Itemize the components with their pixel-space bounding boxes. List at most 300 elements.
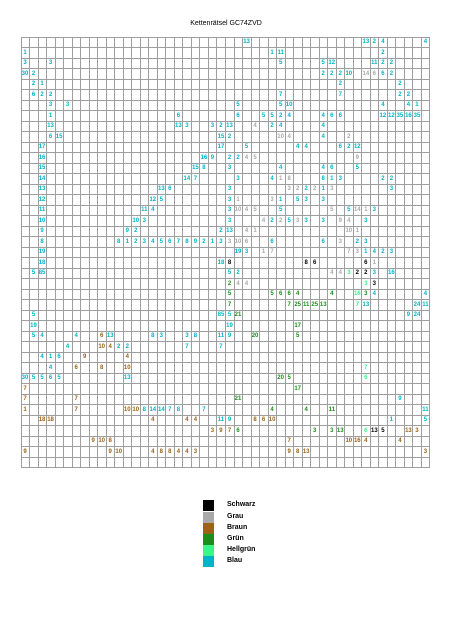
clue-cell: 12 bbox=[353, 142, 362, 153]
clue-cell: 2 bbox=[226, 132, 235, 143]
clue-cell: 5 bbox=[38, 373, 47, 384]
clue-cell: 5 bbox=[379, 426, 388, 437]
clue-cell: 18 bbox=[217, 258, 226, 269]
clue-cell: 4 bbox=[268, 405, 277, 416]
clue-cell: 9 bbox=[404, 310, 413, 321]
grid-cell bbox=[421, 153, 430, 164]
legend-item-schwarz bbox=[203, 500, 323, 511]
clue-cell: 13 bbox=[370, 426, 379, 437]
clue-cell: 4 bbox=[319, 121, 328, 132]
clue-cell: 85 bbox=[217, 310, 226, 321]
clue-cell: 20 bbox=[277, 373, 286, 384]
clue-cell: 11 bbox=[38, 205, 47, 216]
clue-cell: 5 bbox=[30, 310, 39, 321]
clue-cell: 3 bbox=[336, 174, 345, 185]
clue-cell: 11 bbox=[370, 58, 379, 69]
clue-cell: 1 bbox=[413, 100, 422, 111]
clue-cell: 4 bbox=[243, 153, 252, 164]
clue-cell: 2 bbox=[379, 174, 388, 185]
clue-cell: 5 bbox=[328, 205, 337, 216]
clue-cell: 3 bbox=[208, 426, 217, 437]
clue-cell: 17 bbox=[294, 384, 303, 395]
clue-cell: 2 bbox=[370, 37, 379, 48]
clue-cell: 12 bbox=[387, 111, 396, 122]
clue-cell: 15 bbox=[191, 163, 200, 174]
clue-cell: 4 bbox=[421, 289, 430, 300]
clue-cell: 5 bbox=[285, 216, 294, 227]
clue-cell: 4 bbox=[421, 37, 430, 48]
clue-cell: 9 bbox=[208, 153, 217, 164]
clue-cell: 3 bbox=[234, 174, 243, 185]
legend-item-hellgruen bbox=[203, 545, 323, 556]
clue-cell: 5 bbox=[353, 163, 362, 174]
clue-cell: 4 bbox=[404, 100, 413, 111]
clue-cell: 3 bbox=[140, 237, 149, 248]
clue-cell: 1 bbox=[47, 111, 56, 122]
clue-cell: 5 bbox=[30, 268, 39, 279]
clue-cell: 14 bbox=[157, 405, 166, 416]
clue-cell: 3 bbox=[191, 447, 200, 458]
clue-cell: 4 bbox=[379, 37, 388, 48]
clue-cell: 7 bbox=[200, 405, 209, 416]
clue-cell: 4 bbox=[243, 279, 252, 290]
clue-cell: 17 bbox=[38, 142, 47, 153]
clue-cell: 2 bbox=[328, 69, 337, 80]
clue-cell: 1 bbox=[353, 226, 362, 237]
clue-cell: 3 bbox=[183, 331, 192, 342]
clue-cell: 11 bbox=[328, 405, 337, 416]
clue-cell: 6 bbox=[234, 111, 243, 122]
clue-cell: 13 bbox=[243, 37, 252, 48]
clue-cell: 1 bbox=[277, 174, 286, 185]
clue-cell: 2 bbox=[234, 153, 243, 164]
clue-cell: 9 bbox=[21, 447, 30, 458]
clue-cell: 14 bbox=[362, 69, 371, 80]
clue-cell: 4 bbox=[319, 132, 328, 143]
clue-cell: 7 bbox=[21, 384, 30, 395]
clue-cell: 2 bbox=[234, 268, 243, 279]
clue-cell: 3 bbox=[328, 184, 337, 195]
clue-cell: 8 bbox=[98, 363, 107, 374]
clue-cell: 4 bbox=[294, 142, 303, 153]
clue-cell: 3 bbox=[285, 184, 294, 195]
clue-cell: 11 bbox=[302, 300, 311, 311]
clue-cell: 1 bbox=[123, 237, 132, 248]
clue-cell: 3 bbox=[226, 205, 235, 216]
clue-cell: 6 bbox=[336, 111, 345, 122]
clue-cell: 1 bbox=[251, 226, 260, 237]
clue-cell: 2 bbox=[200, 237, 209, 248]
clue-cell: 5 bbox=[226, 289, 235, 300]
clue-cell: 10 bbox=[345, 226, 354, 237]
clue-cell: 2 bbox=[30, 79, 39, 90]
clue-cell: 5 bbox=[55, 373, 64, 384]
clue-cell: 12 bbox=[328, 58, 337, 69]
clue-cell: 10 bbox=[268, 415, 277, 426]
clue-cell: 9 bbox=[81, 352, 90, 363]
clue-cell: 2 bbox=[115, 342, 124, 353]
clue-cell: 15 bbox=[38, 163, 47, 174]
clue-cell: 2 bbox=[396, 79, 405, 90]
clue-cell: 2 bbox=[379, 247, 388, 258]
grid-cell bbox=[421, 132, 430, 143]
clue-cell: 6 bbox=[319, 237, 328, 248]
clue-cell: 3 bbox=[362, 279, 371, 290]
clue-cell: 3 bbox=[226, 237, 235, 248]
clue-cell: 5 bbox=[30, 373, 39, 384]
clue-cell: 4 bbox=[302, 405, 311, 416]
clue-cell: 3 bbox=[226, 163, 235, 174]
grid-cell bbox=[421, 121, 430, 132]
clue-cell: 21 bbox=[234, 310, 243, 321]
clue-cell: 3 bbox=[370, 205, 379, 216]
clue-cell: 2 bbox=[404, 90, 413, 101]
grid-cell bbox=[421, 195, 430, 206]
clue-cell: 2 bbox=[226, 279, 235, 290]
clue-cell: 1 bbox=[362, 205, 371, 216]
clue-cell: 13 bbox=[47, 121, 56, 132]
clue-cell: 4 bbox=[345, 216, 354, 227]
grid-cell bbox=[421, 174, 430, 185]
grid-cell bbox=[421, 48, 430, 59]
clue-cell: 2 bbox=[379, 58, 388, 69]
clue-cell: 5 bbox=[294, 331, 303, 342]
clue-cell: 35 bbox=[396, 111, 405, 122]
clue-cell: 4 bbox=[328, 268, 337, 279]
legend-swatch-gruen bbox=[203, 534, 214, 545]
clue-cell: 10 bbox=[234, 205, 243, 216]
clue-cell: 6 bbox=[166, 184, 175, 195]
clue-cell: 7 bbox=[353, 300, 362, 311]
clue-cell: 9 bbox=[38, 226, 47, 237]
clue-cell: 1 bbox=[234, 195, 243, 206]
clue-cell: 9 bbox=[226, 415, 235, 426]
clue-cell: 4 bbox=[336, 268, 345, 279]
clue-cell: 16 bbox=[200, 153, 209, 164]
clue-cell: 12 bbox=[149, 195, 158, 206]
clue-cell: 13 bbox=[226, 226, 235, 237]
clue-cell: 3 bbox=[413, 426, 422, 437]
clue-cell: 13 bbox=[404, 426, 413, 437]
clue-cell: 5 bbox=[319, 58, 328, 69]
clue-cell: 13 bbox=[319, 300, 328, 311]
clue-cell: 16 bbox=[353, 436, 362, 447]
clue-cell: 6 bbox=[72, 363, 81, 374]
grid-cell bbox=[421, 163, 430, 174]
clue-cell: 3 bbox=[328, 426, 337, 437]
grid-cell bbox=[421, 247, 430, 258]
clue-cell: 8 bbox=[183, 237, 192, 248]
legend-label: Grün bbox=[227, 535, 244, 542]
clue-cell: 5 bbox=[294, 195, 303, 206]
clue-cell: 6 bbox=[55, 352, 64, 363]
clue-cell: 4 bbox=[294, 289, 303, 300]
grid-cell bbox=[421, 69, 430, 80]
grid-cell bbox=[421, 100, 430, 111]
clue-cell: 24 bbox=[413, 300, 422, 311]
clue-cell: 7 bbox=[226, 300, 235, 311]
clue-cell: 18 bbox=[38, 415, 47, 426]
clue-cell: 5 bbox=[277, 205, 286, 216]
clue-cell: 5 bbox=[260, 111, 269, 122]
clue-cell: 3 bbox=[183, 121, 192, 132]
clue-cell: 9 bbox=[336, 216, 345, 227]
clue-cell: 6 bbox=[379, 69, 388, 80]
clue-cell: 16 bbox=[38, 153, 47, 164]
clue-cell: 2 bbox=[345, 142, 354, 153]
clue-cell: 3 bbox=[370, 279, 379, 290]
grid-cell bbox=[421, 384, 430, 395]
clue-cell: 4 bbox=[149, 447, 158, 458]
clue-cell: 7 bbox=[285, 436, 294, 447]
clue-cell: 7 bbox=[72, 405, 81, 416]
legend-swatch-grau bbox=[203, 512, 214, 523]
clue-cell: 11 bbox=[217, 415, 226, 426]
clue-cell: 4 bbox=[149, 205, 158, 216]
clue-cell: 3 bbox=[21, 58, 30, 69]
legend-label: Braun bbox=[227, 524, 248, 531]
grid-cell bbox=[421, 268, 430, 279]
clue-cell: 1 bbox=[38, 79, 47, 90]
clue-cell: 7 bbox=[285, 300, 294, 311]
clue-cell: 6 bbox=[234, 426, 243, 437]
legend-label: Hellgrün bbox=[227, 546, 256, 553]
clue-cell: 12 bbox=[379, 111, 388, 122]
clue-cell: 9 bbox=[226, 331, 235, 342]
clue-cell: 85 bbox=[38, 268, 47, 279]
legend-swatch-blau bbox=[203, 556, 214, 567]
clue-cell: 18 bbox=[38, 258, 47, 269]
clue-cell: 3 bbox=[370, 268, 379, 279]
clue-cell: 9 bbox=[106, 447, 115, 458]
clue-cell: 1 bbox=[387, 415, 396, 426]
clue-cell: 14 bbox=[149, 405, 158, 416]
clue-cell: 2 bbox=[319, 69, 328, 80]
legend-label: Blau bbox=[227, 557, 243, 564]
clue-cell: 10 bbox=[98, 342, 107, 353]
clue-cell: 6 bbox=[336, 142, 345, 153]
clue-cell: 10 bbox=[132, 405, 141, 416]
clue-cell: 4 bbox=[38, 352, 47, 363]
clue-cell: 4 bbox=[38, 331, 47, 342]
clue-cell: 6 bbox=[47, 373, 56, 384]
clue-cell: 13 bbox=[362, 37, 371, 48]
clue-cell: 13 bbox=[106, 331, 115, 342]
clue-cell: 3 bbox=[157, 331, 166, 342]
legend-item-grau bbox=[203, 512, 323, 523]
clue-cell: 19 bbox=[30, 321, 39, 332]
clue-cell: 30 bbox=[21, 69, 30, 80]
clue-cell: 3 bbox=[353, 247, 362, 258]
clue-cell: 4 bbox=[183, 447, 192, 458]
clue-cell: 2 bbox=[362, 268, 371, 279]
clue-cell: 2 bbox=[302, 184, 311, 195]
clue-cell: 1 bbox=[208, 237, 217, 248]
clue-cell: 15 bbox=[55, 132, 64, 143]
clue-cell: 4 bbox=[191, 415, 200, 426]
clue-cell: 5 bbox=[277, 100, 286, 111]
clue-cell: 11 bbox=[277, 48, 286, 59]
clue-cell: 10 bbox=[277, 132, 286, 143]
clue-cell: 2 bbox=[387, 58, 396, 69]
clue-cell: 10 bbox=[98, 436, 107, 447]
clue-cell: 2 bbox=[379, 48, 388, 59]
clue-cell: 7 bbox=[191, 174, 200, 185]
clue-cell: 6 bbox=[260, 415, 269, 426]
clue-cell: 2 bbox=[345, 132, 354, 143]
clue-cell: 7 bbox=[362, 363, 371, 374]
grid-cell bbox=[421, 373, 430, 384]
clue-cell: 4 bbox=[174, 447, 183, 458]
clue-cell: 8 bbox=[200, 163, 209, 174]
grid-cell bbox=[421, 226, 430, 237]
clue-cell: 3 bbox=[268, 195, 277, 206]
clue-cell: 3 bbox=[362, 237, 371, 248]
clue-cell: 1 bbox=[328, 174, 337, 185]
clue-cell: 1 bbox=[277, 195, 286, 206]
clue-cell: 3 bbox=[311, 426, 320, 437]
clue-cell: 2 bbox=[226, 153, 235, 164]
clue-cell: 4 bbox=[277, 121, 286, 132]
legend-label: Grau bbox=[227, 513, 244, 520]
clue-cell: 3 bbox=[47, 100, 56, 111]
clue-cell: 9 bbox=[353, 153, 362, 164]
clue-cell: 11 bbox=[421, 300, 430, 311]
clue-cell: 8 bbox=[149, 331, 158, 342]
clue-cell: 5 bbox=[285, 373, 294, 384]
clue-cell: 4 bbox=[362, 436, 371, 447]
clue-cell: 20 bbox=[251, 331, 260, 342]
clue-cell: 19 bbox=[234, 247, 243, 258]
clue-cell: 4 bbox=[149, 415, 158, 426]
grid-cell bbox=[421, 205, 430, 216]
clue-cell: 3 bbox=[208, 121, 217, 132]
clue-cell: 7 bbox=[183, 342, 192, 353]
clue-cell: 1 bbox=[319, 184, 328, 195]
clue-cell: 6 bbox=[362, 426, 371, 437]
clue-cell: 7 bbox=[277, 90, 286, 101]
clue-cell: 2 bbox=[387, 69, 396, 80]
grid-cell bbox=[421, 142, 430, 153]
clue-cell: 13 bbox=[336, 426, 345, 437]
clue-cell: 4 bbox=[234, 279, 243, 290]
clue-cell: 10 bbox=[345, 69, 354, 80]
legend-item-blau bbox=[203, 556, 323, 567]
grid-cell bbox=[421, 111, 430, 122]
clue-cell: 4 bbox=[319, 111, 328, 122]
clue-cell: 16 bbox=[404, 111, 413, 122]
clue-cell: 4 bbox=[183, 415, 192, 426]
clue-cell: 4 bbox=[379, 100, 388, 111]
clue-cell: 2 bbox=[132, 226, 141, 237]
legend-swatch-schwarz bbox=[203, 500, 214, 511]
clue-cell: 13 bbox=[38, 184, 47, 195]
clue-cell: 2 bbox=[30, 69, 39, 80]
clue-cell: 8 bbox=[226, 258, 235, 269]
clue-cell: 3 bbox=[243, 247, 252, 258]
clue-cell: 4 bbox=[285, 111, 294, 122]
clue-cell: 8 bbox=[106, 436, 115, 447]
clue-cell: 7 bbox=[217, 342, 226, 353]
grid-cell bbox=[421, 279, 430, 290]
clue-cell: 4 bbox=[106, 342, 115, 353]
clue-cell: 3 bbox=[217, 237, 226, 248]
clue-cell: 6 bbox=[243, 237, 252, 248]
clue-cell: 7 bbox=[72, 394, 81, 405]
clue-cell: 24 bbox=[413, 310, 422, 321]
clue-cell: 1 bbox=[21, 48, 30, 59]
clue-cell: 2 bbox=[336, 69, 345, 80]
clue-cell: 4 bbox=[149, 237, 158, 248]
clue-cell: 11 bbox=[217, 331, 226, 342]
clue-cell: 6 bbox=[98, 331, 107, 342]
clue-cell: 13 bbox=[123, 373, 132, 384]
clue-cell: 3 bbox=[362, 216, 371, 227]
clue-cell: 6 bbox=[47, 132, 56, 143]
clue-cell: 2 bbox=[217, 226, 226, 237]
clue-cell: 6 bbox=[166, 237, 175, 248]
clue-cell: 2 bbox=[311, 184, 320, 195]
clue-cell: 9 bbox=[123, 226, 132, 237]
clue-cell: 6 bbox=[370, 69, 379, 80]
clue-cell: 5 bbox=[30, 331, 39, 342]
clue-cell: 3 bbox=[387, 184, 396, 195]
clue-cell: 2 bbox=[387, 174, 396, 185]
clue-cell: 7 bbox=[226, 426, 235, 437]
clue-cell: 14 bbox=[38, 174, 47, 185]
clue-cell: 6 bbox=[311, 258, 320, 269]
clue-cell: 2 bbox=[268, 216, 277, 227]
clue-cell: 5 bbox=[226, 268, 235, 279]
clue-cell: 2 bbox=[277, 216, 286, 227]
grid-cell bbox=[421, 58, 430, 69]
clue-cell: 2 bbox=[47, 90, 56, 101]
clue-cell: 6 bbox=[328, 163, 337, 174]
clue-cell: 4 bbox=[370, 247, 379, 258]
clue-cell: 8 bbox=[157, 447, 166, 458]
clue-cell: 7 bbox=[21, 394, 30, 405]
clue-cell: 4 bbox=[396, 436, 405, 447]
clue-cell: 8 bbox=[38, 237, 47, 248]
clue-cell: 13 bbox=[226, 121, 235, 132]
clue-cell: 6 bbox=[285, 289, 294, 300]
clue-cell: 6 bbox=[277, 289, 286, 300]
legend-label: Schwarz bbox=[227, 501, 256, 508]
clue-cell: 14 bbox=[353, 205, 362, 216]
clue-cell: 6 bbox=[174, 111, 183, 122]
grid-cell bbox=[421, 184, 430, 195]
clue-cell: 4 bbox=[277, 163, 286, 174]
clue-cell: 2 bbox=[336, 79, 345, 90]
clue-cell: 13 bbox=[174, 121, 183, 132]
clue-cell: 25 bbox=[311, 300, 320, 311]
clue-cell: 10 bbox=[115, 447, 124, 458]
clue-cell: 1 bbox=[260, 247, 269, 258]
clue-cell: 10 bbox=[123, 363, 132, 374]
puzzle-title: Kettenrätsel GC74ZVD bbox=[190, 20, 262, 27]
clue-cell: 19 bbox=[226, 321, 235, 332]
clue-cell: 14 bbox=[183, 174, 192, 185]
grid-cell bbox=[421, 216, 430, 227]
clue-cell: 7 bbox=[345, 247, 354, 258]
legend-item-gruen bbox=[203, 534, 323, 545]
clue-cell: 5 bbox=[157, 195, 166, 206]
clue-cell: 1 bbox=[47, 352, 56, 363]
clue-cell: 5 bbox=[234, 100, 243, 111]
grid-cell bbox=[421, 90, 430, 101]
clue-cell: 6 bbox=[268, 237, 277, 248]
clue-cell: 10 bbox=[132, 216, 141, 227]
